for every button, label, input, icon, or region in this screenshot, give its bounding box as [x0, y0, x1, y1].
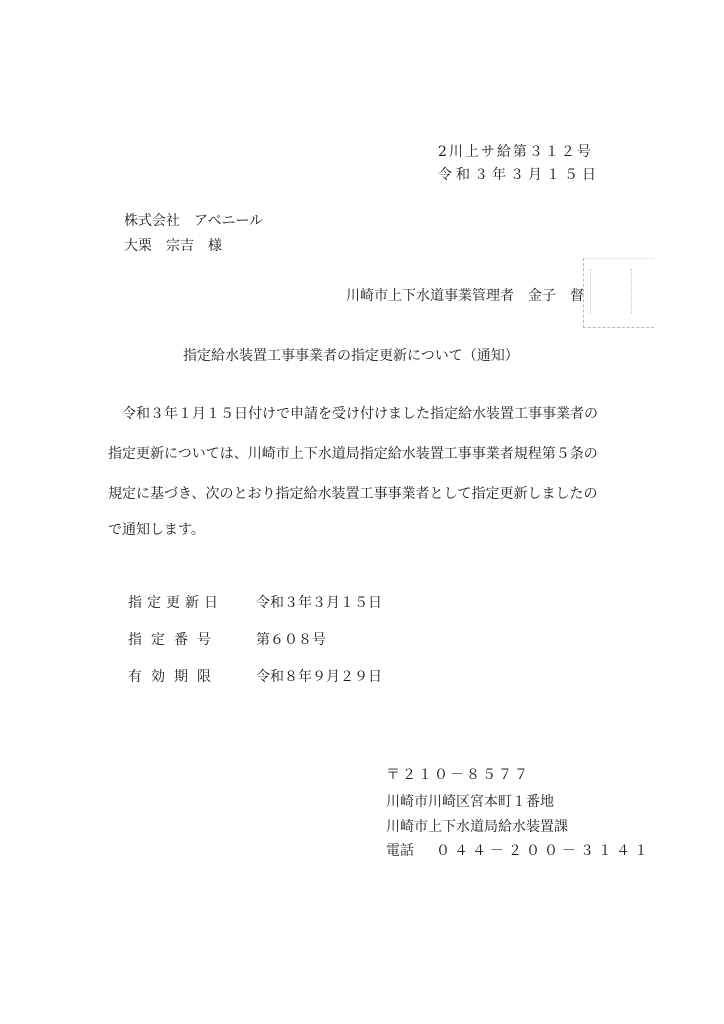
renewal-date-label: 指定更新日 — [128, 595, 223, 611]
body-line: で通知します。 — [108, 522, 205, 538]
seal-stamp-area — [583, 258, 654, 328]
validity-period-label: 有効期限 — [128, 669, 220, 685]
renewal-date-value: 令和３年３月１５日 — [256, 595, 382, 611]
document-date: 令和３年３月１５日 — [438, 167, 600, 183]
contact-postal-code: 〒２１０－８５７７ — [386, 767, 530, 783]
document-subject: 指定給水装置工事事業者の指定更新について（通知） — [183, 348, 519, 364]
contact-address: 川崎市川崎区宮本町１番地 — [386, 794, 554, 810]
sender-name: 川崎市上下水道事業管理者 金子 督 — [346, 288, 584, 304]
body-line: 指定更新については、川崎市上下水道局指定給水装置工事事業者規程第５条の — [108, 446, 598, 462]
contact-phone — [386, 842, 652, 860]
recipient-person: 大栗 宗吉 様 — [124, 238, 222, 254]
validity-period-value: 令和８年９月２９日 — [256, 669, 382, 685]
designation-number-label: 指定番号 — [128, 632, 220, 648]
designation-number-value: 第６０８号 — [256, 632, 326, 648]
recipient-company: 株式会社 アベニール — [124, 213, 264, 229]
document-number: 2川上サ給第３１２号 — [438, 144, 593, 160]
body-line: 令和３年１月１５日付けで申請を受け付けました指定給水装置工事事業者の — [122, 406, 598, 422]
contact-department: 川崎市上下水道局給水装置課 — [386, 819, 568, 835]
body-line: 規定に基づき、次のとおり指定給水装置工事事業者として指定更新しましたの — [108, 486, 598, 502]
phone-label: 電話 — [386, 843, 414, 859]
phone-number: ０４４－２００－３１４１ — [436, 843, 652, 859]
